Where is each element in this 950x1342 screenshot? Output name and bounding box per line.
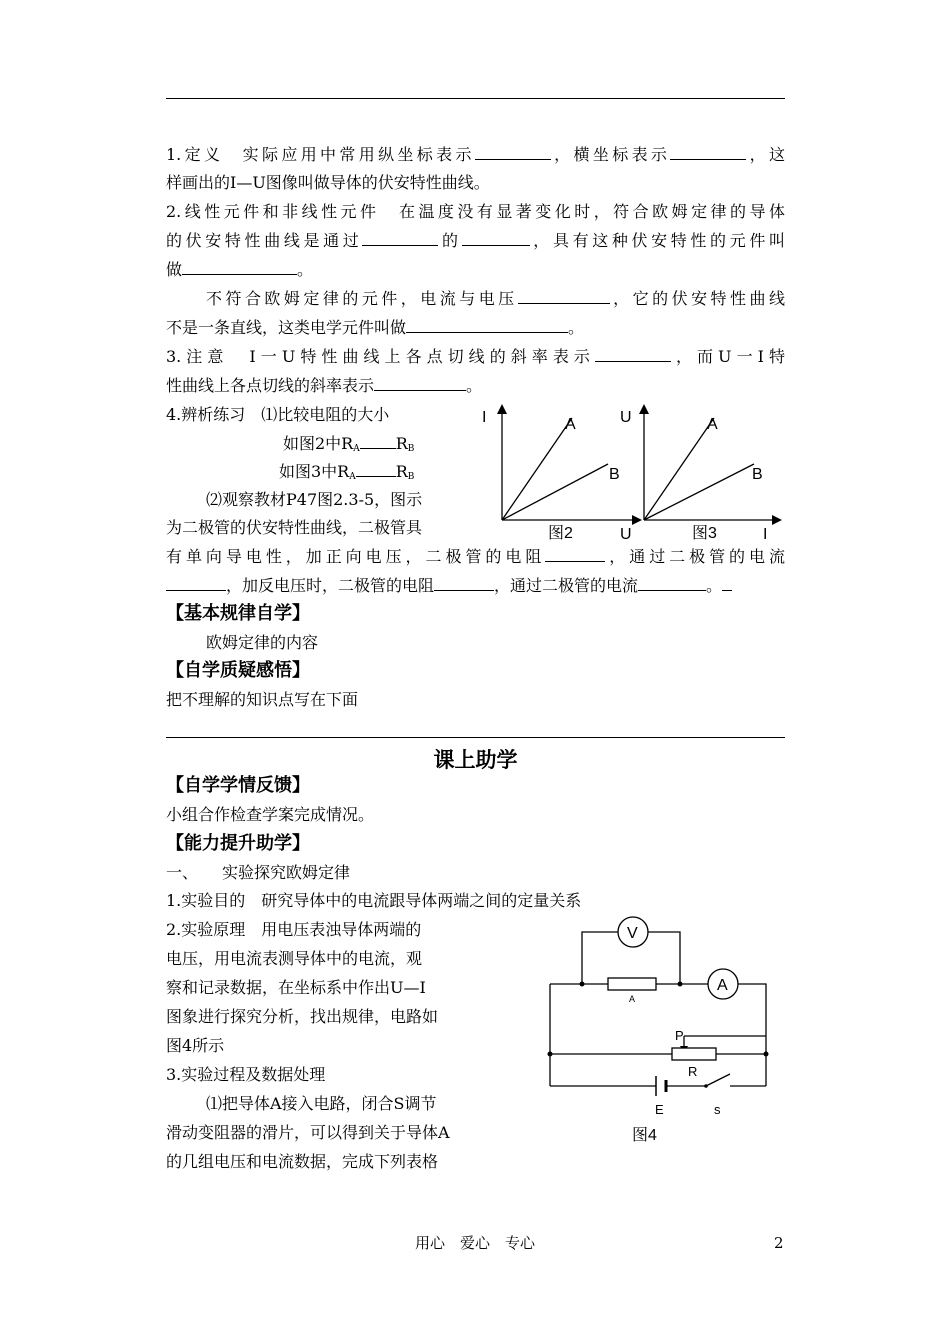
rheostat [672, 1048, 716, 1060]
junction-dot [678, 982, 683, 987]
principle-line-3: 察和记录数据，在坐标系中作出U—I [166, 978, 426, 997]
self-question-text: 把不理解的知识点写在下面 [166, 690, 359, 709]
page-footer: 用心 爱心 专心 [414, 1234, 535, 1252]
fig3-line-b-label: B [752, 466, 763, 483]
step-line-1: ⑴把导体A接入电路，闭合S调节 [206, 1094, 437, 1113]
experiment-goal: 1.实验目的 研究导体中的电流跟导体两端之间的定量关系 [166, 891, 582, 910]
fig3-caption: 图3 [692, 525, 717, 542]
answer-blank[interactable] [462, 231, 530, 246]
class-title: 课上助学 [433, 748, 518, 772]
circuit-diagram [540, 912, 780, 1150]
self-question-heading: 【自学质疑感悟】 [166, 660, 310, 681]
experiment-title: 一、 实验探究欧姆定律 [166, 863, 351, 882]
header-rule [166, 98, 785, 99]
practice-fig2-compare: 如图2中$R_A$ $R_B$ [283, 434, 415, 454]
slider-label: P [675, 1028, 684, 1043]
fig2-line-b [502, 464, 608, 520]
principle-line-2: 电压，用电流表测导体中的电流，观 [166, 949, 423, 968]
answer-blank[interactable] [166, 576, 226, 591]
answer-blank[interactable] [360, 434, 396, 449]
practice-line-c: 为二极管的伏安特性曲线，二极管具 [166, 518, 423, 537]
answer-blank[interactable] [595, 347, 671, 362]
fig2-caption: 图2 [548, 525, 573, 542]
ammeter-label: A [717, 977, 728, 994]
ability-heading: 【能力提升助学】 [166, 833, 310, 854]
section-rule [166, 737, 785, 738]
switch-blade [706, 1074, 730, 1086]
principle-line-5: 图4所示 [166, 1036, 225, 1055]
figure-4-caption: 图4 [632, 1127, 657, 1144]
answer-blank[interactable] [518, 289, 610, 304]
feedback-heading: 【自学学情反馈】 [166, 775, 310, 796]
basic-law-text: 欧姆定律的内容 [206, 633, 319, 652]
feedback-text: 小组合作检查学案完成情况。 [166, 805, 375, 824]
principle-line-4: 图象进行探究分析，找出规律，电路如 [166, 1007, 439, 1026]
answer-blank[interactable] [356, 462, 396, 477]
definition-line-2: 样画出的I—U图像叫做导体的伏安特性曲线。 [166, 173, 490, 192]
note-line-2: 性曲线上各点切线的斜率表示 。 [166, 376, 483, 395]
practice-line-d: 有单向导电性，加正向电压，二极管的电阻 ，通过二极管的电流 [166, 547, 785, 566]
fig2-line-a-label: A [565, 416, 576, 433]
fig2-x-label: U [620, 526, 632, 543]
junction-dot [548, 1052, 553, 1057]
step-line-3: 的几组电压和电流数据，完成下列表格 [166, 1152, 439, 1171]
fig2-y-label: I [482, 409, 487, 426]
answer-blank[interactable] [638, 576, 706, 591]
nonlinear-line-2: 不是一条直线，这类电学元件叫做 。 [166, 318, 585, 337]
answer-blank[interactable] [362, 231, 438, 246]
junction-dot [580, 982, 585, 987]
basic-law-heading: 【基本规律自学】 [166, 603, 310, 624]
linear-line-3: 做 。 [166, 260, 314, 279]
answer-blank[interactable] [670, 145, 746, 160]
linear-line-1: 2.线性元件和非线性元件 在温度没有显著变化时，符合欧姆定律的导体 [166, 202, 785, 221]
answer-blank[interactable] [434, 576, 494, 591]
practice-line-e: ，加反电压时，二极管的电阻 ，通过二极管的电流 。 [166, 576, 785, 596]
linear-line-2: 的伏安特性曲线是通过 的 ，具有这种伏安特性的元件叫 [166, 231, 785, 250]
fig2-line-a [502, 418, 572, 520]
answer-blank[interactable] [406, 318, 568, 333]
fig3-y-label: U [620, 409, 632, 426]
fig3-line-a-label: A [707, 416, 718, 433]
rheostat-label: R [688, 1064, 698, 1079]
answer-blank[interactable] [374, 376, 466, 391]
iv-graphs [470, 398, 790, 548]
practice-fig3-compare: 如图3中$R_A$ $R_B$ [279, 462, 415, 482]
fig2-line-b-label: B [609, 466, 620, 483]
trailing-underline [722, 576, 732, 591]
step-line-2: 滑动变阻器的滑片，可以得到关于导体A [166, 1123, 450, 1142]
voltmeter-label: V [627, 925, 638, 942]
answer-blank[interactable] [545, 547, 605, 562]
fig3-x-label: I [763, 526, 768, 543]
switch-label: s [714, 1102, 721, 1117]
practice-line-1: 4.辨析练习 ⑴比较电阻的大小 [166, 405, 390, 424]
fig3-line-a [644, 418, 714, 520]
answer-blank[interactable] [182, 260, 297, 275]
definition-line-1: 1.定义 实际应用中常用纵坐标表示 ，横坐标表示 ，这 [166, 145, 785, 164]
note-line-1: 3.注意 I一U特性曲线上各点切线的斜率表示 ，而U一I特 [166, 347, 785, 366]
answer-blank[interactable] [475, 145, 551, 160]
fig3-line-b [644, 464, 754, 520]
resistor-a-label: A [629, 994, 636, 1004]
page-number: 2 [774, 1234, 784, 1252]
junction-dot [764, 1052, 769, 1057]
nonlinear-line-1: 不符合欧姆定律的元件，电流与电压 ，它的伏安特性曲线 [206, 289, 785, 308]
principle-line-1: 2.实验原理 用电压表浊导体两端的 [166, 920, 422, 939]
process-line: 3.实验过程及数据处理 [166, 1065, 326, 1084]
practice-line-b: ⑵观察教材P47图2.3-5，图示 [206, 490, 423, 509]
battery-label: E [655, 1102, 664, 1117]
resistor-a [608, 978, 656, 990]
